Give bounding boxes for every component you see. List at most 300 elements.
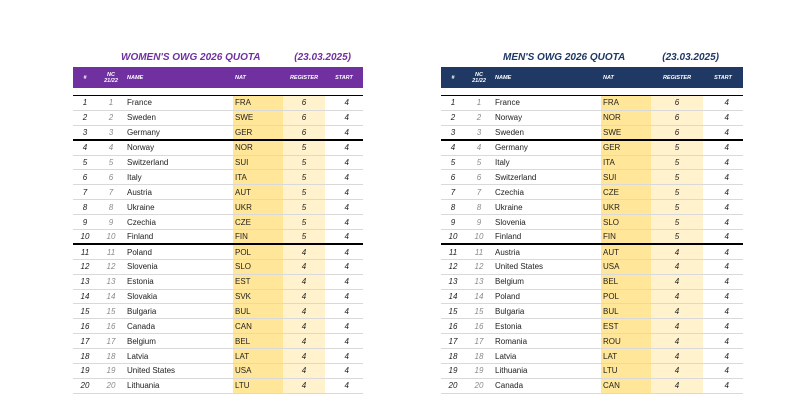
nc-rank-cell: 8 — [465, 200, 493, 215]
start-cell: 4 — [325, 155, 363, 170]
register-cell: 6 — [651, 110, 703, 125]
start-cell: 4 — [325, 274, 363, 289]
nc-rank-cell: 1 — [97, 96, 125, 111]
register-cell: 5 — [651, 140, 703, 155]
table-row — [73, 289, 363, 304]
nc-rank-cell: 6 — [97, 170, 125, 185]
start-cell: 4 — [703, 96, 743, 111]
nat-code-cell: POL — [233, 244, 283, 259]
nat-code-cell: LAT — [601, 349, 651, 364]
start-cell: 4 — [325, 319, 363, 334]
nc-rank-cell: 4 — [97, 140, 125, 155]
country-name-cell: Austria — [125, 185, 233, 200]
table-row — [441, 96, 743, 111]
country-name-cell: Czechia — [125, 215, 233, 230]
header-nc: NC 21/22 — [465, 67, 493, 88]
rank-cell: 18 — [441, 349, 465, 364]
nc-rank-cell: 13 — [97, 274, 125, 289]
table-row — [441, 349, 743, 364]
country-name-cell: Finland — [125, 230, 233, 245]
nc-rank-cell: 17 — [465, 334, 493, 349]
nc-rank-cell: 5 — [97, 155, 125, 170]
table-row — [73, 274, 363, 289]
register-cell: 4 — [651, 289, 703, 304]
start-cell: 4 — [703, 125, 743, 140]
nc-rank-cell: 16 — [465, 319, 493, 334]
table-row — [73, 364, 363, 379]
start-cell: 4 — [325, 244, 363, 259]
women-title: WOMEN'S OWG 2026 QUOTA — [121, 52, 261, 63]
register-cell: 4 — [283, 349, 325, 364]
nc-rank-cell: 10 — [465, 230, 493, 245]
nc-rank-cell: 17 — [97, 334, 125, 349]
nat-code-cell: FIN — [233, 230, 283, 245]
nat-code-cell: SLO — [601, 215, 651, 230]
country-name-cell: Canada — [493, 378, 601, 393]
country-name-cell: Sweden — [125, 110, 233, 125]
rank-cell: 9 — [73, 215, 97, 230]
start-cell: 4 — [325, 334, 363, 349]
country-name-cell: Sweden — [493, 125, 601, 140]
men-date: (23.03.2025) — [662, 52, 719, 63]
country-name-cell: Switzerland — [125, 155, 233, 170]
nc-rank-cell: 5 — [465, 155, 493, 170]
nat-code-cell: UKR — [233, 200, 283, 215]
rank-cell: 5 — [73, 155, 97, 170]
rank-cell: 19 — [73, 364, 97, 379]
register-cell: 4 — [651, 259, 703, 274]
table-row — [441, 200, 743, 215]
table-row — [73, 304, 363, 319]
register-cell: 5 — [651, 155, 703, 170]
spacer-row — [441, 88, 743, 96]
register-cell: 5 — [651, 185, 703, 200]
register-cell: 4 — [651, 378, 703, 393]
table-row — [441, 289, 743, 304]
start-cell: 4 — [703, 185, 743, 200]
start-cell: 4 — [325, 304, 363, 319]
men-quota-table — [441, 67, 743, 394]
nc-rank-cell: 15 — [465, 304, 493, 319]
nat-code-cell: CZE — [601, 185, 651, 200]
men-title: MEN'S OWG 2026 QUOTA — [503, 52, 626, 63]
nc-rank-cell: 8 — [97, 200, 125, 215]
start-cell: 4 — [703, 349, 743, 364]
country-name-cell: Norway — [493, 110, 601, 125]
table-row — [441, 110, 743, 125]
nc-rank-cell: 11 — [97, 244, 125, 259]
country-name-cell: Italy — [125, 170, 233, 185]
rank-cell: 18 — [73, 349, 97, 364]
start-cell: 4 — [325, 215, 363, 230]
table-row — [441, 259, 743, 274]
table-row — [73, 140, 363, 155]
men-header-row — [441, 67, 743, 88]
register-cell: 5 — [651, 215, 703, 230]
table-row — [73, 215, 363, 230]
rank-cell: 13 — [441, 274, 465, 289]
table-row — [441, 244, 743, 259]
register-cell: 4 — [283, 259, 325, 274]
rank-cell: 20 — [73, 378, 97, 393]
nat-code-cell: CZE — [233, 215, 283, 230]
nat-code-cell: CAN — [233, 319, 283, 334]
start-cell: 4 — [703, 140, 743, 155]
country-name-cell: Poland — [125, 244, 233, 259]
rank-cell: 17 — [73, 334, 97, 349]
nat-code-cell: NOR — [233, 140, 283, 155]
header-no: # — [441, 67, 465, 88]
start-cell: 4 — [325, 140, 363, 155]
nc-rank-cell: 19 — [465, 364, 493, 379]
register-cell: 4 — [283, 244, 325, 259]
register-cell: 5 — [283, 185, 325, 200]
register-cell: 4 — [651, 244, 703, 259]
rank-cell: 7 — [441, 185, 465, 200]
register-cell: 4 — [651, 304, 703, 319]
country-name-cell: Latvia — [493, 349, 601, 364]
country-name-cell: Belgium — [493, 274, 601, 289]
start-cell: 4 — [703, 259, 743, 274]
rank-cell: 7 — [73, 185, 97, 200]
table-row — [441, 155, 743, 170]
nc-rank-cell: 12 — [465, 259, 493, 274]
register-cell: 4 — [651, 334, 703, 349]
nat-code-cell: GER — [601, 140, 651, 155]
start-cell: 4 — [325, 125, 363, 140]
rank-cell: 4 — [73, 140, 97, 155]
rank-cell: 2 — [73, 110, 97, 125]
nc-rank-cell: 15 — [97, 304, 125, 319]
nat-code-cell: AUT — [601, 244, 651, 259]
table-row — [73, 96, 363, 111]
nat-code-cell: CAN — [601, 378, 651, 393]
start-cell: 4 — [325, 230, 363, 245]
rank-cell: 10 — [73, 230, 97, 245]
table-row — [441, 304, 743, 319]
start-cell: 4 — [325, 96, 363, 111]
nat-code-cell: USA — [601, 259, 651, 274]
nc-rank-cell: 4 — [465, 140, 493, 155]
nat-code-cell: NOR — [601, 110, 651, 125]
country-name-cell: Switzerland — [493, 170, 601, 185]
header-start: START — [703, 67, 743, 88]
country-name-cell: Norway — [125, 140, 233, 155]
table-row — [73, 110, 363, 125]
women-quota-panel — [73, 50, 363, 394]
register-cell: 6 — [651, 125, 703, 140]
spacer-row — [73, 88, 363, 96]
women-title-bar — [73, 50, 363, 64]
nc-rank-cell: 7 — [97, 185, 125, 200]
start-cell: 4 — [703, 304, 743, 319]
table-row — [73, 155, 363, 170]
table-row — [441, 334, 743, 349]
country-name-cell: France — [493, 96, 601, 111]
country-name-cell: Romania — [493, 334, 601, 349]
nc-rank-cell: 13 — [465, 274, 493, 289]
rank-cell: 16 — [73, 319, 97, 334]
women-table-body — [73, 88, 363, 393]
rank-cell: 20 — [441, 378, 465, 393]
country-name-cell: Bulgaria — [493, 304, 601, 319]
country-name-cell: Ukraine — [125, 200, 233, 215]
table-row — [73, 170, 363, 185]
table-row — [73, 125, 363, 140]
header-no: # — [73, 67, 97, 88]
register-cell: 5 — [651, 170, 703, 185]
register-cell: 5 — [283, 230, 325, 245]
nc-rank-cell: 1 — [465, 96, 493, 111]
rank-cell: 13 — [73, 274, 97, 289]
country-name-cell: France — [125, 96, 233, 111]
rank-cell: 16 — [441, 319, 465, 334]
nat-code-cell: ITA — [233, 170, 283, 185]
country-name-cell: Poland — [493, 289, 601, 304]
nat-code-cell: BUL — [601, 304, 651, 319]
nat-code-cell: SVK — [233, 289, 283, 304]
country-name-cell: Latvia — [125, 349, 233, 364]
header-register: REGISTER — [283, 67, 325, 88]
register-cell: 4 — [651, 349, 703, 364]
rank-cell: 10 — [441, 230, 465, 245]
table-row — [441, 140, 743, 155]
start-cell: 4 — [325, 185, 363, 200]
start-cell: 4 — [325, 378, 363, 393]
table-row — [73, 244, 363, 259]
register-cell: 6 — [651, 96, 703, 111]
nc-rank-cell: 9 — [465, 215, 493, 230]
country-name-cell: Estonia — [493, 319, 601, 334]
table-row — [73, 349, 363, 364]
start-cell: 4 — [703, 170, 743, 185]
header-nc: NC 21/22 — [97, 67, 125, 88]
rank-cell: 15 — [441, 304, 465, 319]
register-cell: 4 — [283, 289, 325, 304]
start-cell: 4 — [703, 244, 743, 259]
nc-rank-cell: 14 — [97, 289, 125, 304]
country-name-cell: Slovenia — [125, 259, 233, 274]
men-title-bar — [441, 50, 743, 64]
country-name-cell: Bulgaria — [125, 304, 233, 319]
nc-rank-cell: 2 — [97, 110, 125, 125]
start-cell: 4 — [703, 364, 743, 379]
register-cell: 5 — [283, 200, 325, 215]
women-date: (23.03.2025) — [294, 52, 351, 63]
table-row — [441, 364, 743, 379]
start-cell: 4 — [325, 110, 363, 125]
rank-cell: 3 — [73, 125, 97, 140]
table-row — [441, 378, 743, 393]
rank-cell: 12 — [441, 259, 465, 274]
table-row — [73, 230, 363, 245]
start-cell: 4 — [703, 200, 743, 215]
register-cell: 4 — [283, 334, 325, 349]
table-row — [73, 185, 363, 200]
rank-cell: 6 — [441, 170, 465, 185]
nat-code-cell: BEL — [601, 274, 651, 289]
start-cell: 4 — [703, 230, 743, 245]
nat-code-cell: SLO — [233, 259, 283, 274]
rank-cell: 14 — [441, 289, 465, 304]
table-row — [73, 319, 363, 334]
nat-code-cell: SWE — [601, 125, 651, 140]
country-name-cell: Belgium — [125, 334, 233, 349]
rank-cell: 9 — [441, 215, 465, 230]
register-cell: 6 — [283, 125, 325, 140]
men-quota-panel — [441, 50, 743, 394]
nat-code-cell: UKR — [601, 200, 651, 215]
rank-cell: 17 — [441, 334, 465, 349]
start-cell: 4 — [325, 364, 363, 379]
register-cell: 4 — [283, 378, 325, 393]
table-row — [441, 319, 743, 334]
rank-cell: 11 — [441, 244, 465, 259]
register-cell: 5 — [283, 170, 325, 185]
table-row — [441, 274, 743, 289]
nc-rank-cell: 12 — [97, 259, 125, 274]
country-name-cell: United States — [493, 259, 601, 274]
header-register: REGISTER — [651, 67, 703, 88]
start-cell: 4 — [703, 289, 743, 304]
country-name-cell: Germany — [493, 140, 601, 155]
table-row — [73, 378, 363, 393]
rank-cell: 4 — [441, 140, 465, 155]
country-name-cell: Estonia — [125, 274, 233, 289]
table-row — [441, 215, 743, 230]
nat-code-cell: GER — [233, 125, 283, 140]
register-cell: 5 — [283, 140, 325, 155]
start-cell: 4 — [325, 259, 363, 274]
start-cell: 4 — [325, 170, 363, 185]
register-cell: 4 — [651, 364, 703, 379]
rank-cell: 14 — [73, 289, 97, 304]
start-cell: 4 — [703, 110, 743, 125]
register-cell: 5 — [651, 200, 703, 215]
nat-code-cell: SWE — [233, 110, 283, 125]
start-cell: 4 — [703, 319, 743, 334]
nat-code-cell: EST — [601, 319, 651, 334]
nc-rank-cell: 6 — [465, 170, 493, 185]
table-row — [441, 230, 743, 245]
spacer-cell — [73, 88, 363, 96]
register-cell: 5 — [283, 215, 325, 230]
nc-rank-cell: 19 — [97, 364, 125, 379]
register-cell: 6 — [283, 96, 325, 111]
women-quota-table — [73, 67, 363, 394]
rank-cell: 5 — [441, 155, 465, 170]
register-cell: 4 — [651, 319, 703, 334]
register-cell: 4 — [283, 274, 325, 289]
nc-rank-cell: 16 — [97, 319, 125, 334]
rank-cell: 6 — [73, 170, 97, 185]
header-start: START — [325, 67, 363, 88]
nat-code-cell: AUT — [233, 185, 283, 200]
start-cell: 4 — [703, 274, 743, 289]
start-cell: 4 — [703, 334, 743, 349]
nc-rank-cell: 10 — [97, 230, 125, 245]
nat-code-cell: FRA — [233, 96, 283, 111]
start-cell: 4 — [325, 200, 363, 215]
spacer-cell — [441, 88, 743, 96]
rank-cell: 15 — [73, 304, 97, 319]
nat-code-cell: FRA — [601, 96, 651, 111]
nat-code-cell: BEL — [233, 334, 283, 349]
nc-rank-cell: 20 — [97, 378, 125, 393]
register-cell: 4 — [283, 304, 325, 319]
register-cell: 6 — [283, 110, 325, 125]
country-name-cell: Finland — [493, 230, 601, 245]
header-nat: NAT — [233, 67, 283, 88]
rank-cell: 1 — [73, 96, 97, 111]
nc-rank-cell: 3 — [97, 125, 125, 140]
nc-rank-cell: 18 — [465, 349, 493, 364]
nc-rank-cell: 9 — [97, 215, 125, 230]
rank-cell: 1 — [441, 96, 465, 111]
register-cell: 5 — [651, 230, 703, 245]
country-name-cell: Lithuania — [125, 378, 233, 393]
rank-cell: 3 — [441, 125, 465, 140]
table-row — [441, 125, 743, 140]
start-cell: 4 — [703, 378, 743, 393]
register-cell: 4 — [651, 274, 703, 289]
nc-rank-cell: 11 — [465, 244, 493, 259]
country-name-cell: Germany — [125, 125, 233, 140]
nat-code-cell: FIN — [601, 230, 651, 245]
nat-code-cell: POL — [601, 289, 651, 304]
country-name-cell: United States — [125, 364, 233, 379]
nat-code-cell: EST — [233, 274, 283, 289]
nat-code-cell: ITA — [601, 155, 651, 170]
women-header-row — [73, 67, 363, 88]
nat-code-cell: LTU — [601, 364, 651, 379]
nat-code-cell: ROU — [601, 334, 651, 349]
table-row — [73, 200, 363, 215]
table-row — [73, 259, 363, 274]
register-cell: 4 — [283, 364, 325, 379]
nat-code-cell: LAT — [233, 349, 283, 364]
start-cell: 4 — [325, 349, 363, 364]
header-name: NAME — [493, 67, 601, 88]
register-cell: 5 — [283, 155, 325, 170]
start-cell: 4 — [325, 289, 363, 304]
nat-code-cell: SUI — [233, 155, 283, 170]
nat-code-cell: SUI — [601, 170, 651, 185]
table-row — [441, 185, 743, 200]
table-row — [73, 334, 363, 349]
country-name-cell: Lithuania — [493, 364, 601, 379]
country-name-cell: Austria — [493, 244, 601, 259]
nc-rank-cell: 3 — [465, 125, 493, 140]
start-cell: 4 — [703, 155, 743, 170]
table-row — [441, 170, 743, 185]
header-nat: NAT — [601, 67, 651, 88]
nc-rank-cell: 14 — [465, 289, 493, 304]
register-cell: 4 — [283, 319, 325, 334]
nat-code-cell: LTU — [233, 378, 283, 393]
country-name-cell: Slovenia — [493, 215, 601, 230]
rank-cell: 8 — [73, 200, 97, 215]
rank-cell: 11 — [73, 244, 97, 259]
men-table-body — [441, 88, 743, 393]
nc-rank-cell: 7 — [465, 185, 493, 200]
nc-rank-cell: 20 — [465, 378, 493, 393]
start-cell: 4 — [703, 215, 743, 230]
nat-code-cell: BUL — [233, 304, 283, 319]
rank-cell: 19 — [441, 364, 465, 379]
country-name-cell: Czechia — [493, 185, 601, 200]
country-name-cell: Ukraine — [493, 200, 601, 215]
